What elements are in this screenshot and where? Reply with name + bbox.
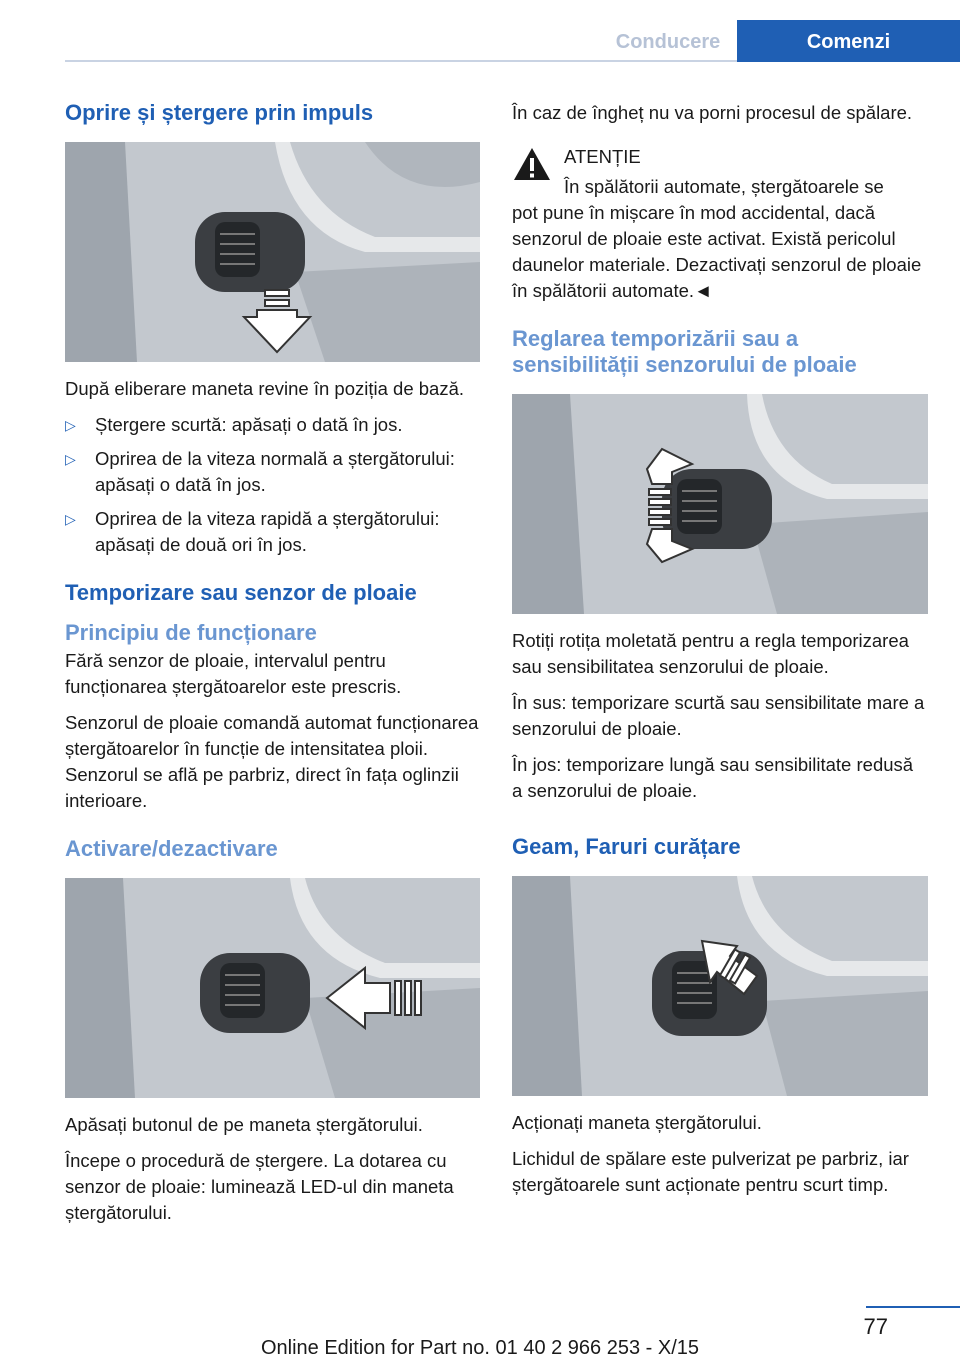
wiper-lever-down-illustration bbox=[65, 142, 480, 362]
knurled-wheel-illustration bbox=[512, 394, 928, 614]
warning-text-first-line: În spălătorii automate, ștergătoarele se bbox=[564, 176, 884, 197]
principle-paragraph-1: Fără senzor de ploaie, intervalul pentru funcționarea ștergătoarelor este prescris. bbox=[65, 650, 402, 697]
impulse-steps-list bbox=[65, 412, 480, 558]
frost-note: În caz de îngheț nu va porni procesul de spălare. bbox=[512, 102, 913, 123]
tab-comenzi[interactable]: Comenzi bbox=[737, 20, 960, 62]
right-column bbox=[512, 100, 928, 1208]
triangle-bullet-icon: ▷ bbox=[65, 417, 76, 433]
wiper-button-press-illustration bbox=[65, 878, 480, 1098]
wheel-up-note: În sus: temporizare scurtă sau sensibilitate mare a senzorului de ploaie. bbox=[512, 692, 925, 739]
section-title-adjust-interval-sensitivity: Reglarea temporizării sau a sensibilității senzorului de ploaie bbox=[512, 326, 857, 377]
release-note: După eliberare maneta revine în poziția de bază. bbox=[65, 378, 465, 399]
wheel-instruction: Rotiți rotița moletată pentru a regla temporizarea sau sensibilitatea senzorului de ploaie. bbox=[512, 630, 909, 677]
tab-conducere[interactable]: Conducere bbox=[615, 31, 721, 53]
washer-lever-illustration bbox=[512, 876, 928, 1096]
figure-washer-lever bbox=[512, 876, 928, 1096]
list-item: ▷ Oprirea de la viteza rapidă a ștergătorului: apăsați de două ori în jos. bbox=[65, 508, 440, 555]
warning-triangle-icon bbox=[512, 146, 552, 182]
section-title-impulse-wipe: Oprire și ștergere prin impuls bbox=[65, 100, 374, 125]
section-title-window-headlight-cleaning: Geam, Faruri curățare bbox=[512, 834, 741, 859]
principle-paragraph-2: Senzorul de ploaie comandă automat funcționarea ștergătoarelor în funcție de intensitatea ploii. Senzorul se află pe parbriz, direct în fața oglinzii interioare. bbox=[65, 712, 479, 811]
warning-box bbox=[512, 144, 928, 304]
section-title-activate-deactivate: Activare/dezactivare bbox=[65, 836, 278, 861]
section-title-operating-principle: Principiu de funcționare bbox=[65, 620, 317, 645]
washer-note: Lichidul de spălare este pulverizat pe parbriz, iar ștergătoarele sunt acționate pentru scurt timp. bbox=[512, 1148, 909, 1195]
triangle-bullet-icon: ▷ bbox=[65, 511, 76, 527]
section-title-interval-rain-sensor: Temporizare sau senzor de ploaie bbox=[65, 580, 417, 605]
warning-heading: ATENȚIE bbox=[564, 146, 641, 167]
wipe-procedure-note: Începe o procedură de ștergere. La dotarea cu senzor de ploaie: luminează LED-ul din maneta ștergătorului. bbox=[65, 1150, 454, 1223]
figure-wiper-lever-push-down bbox=[65, 142, 480, 362]
footer-rule bbox=[866, 1306, 960, 1308]
press-button-instruction: Apăsați butonul de pe maneta ștergătorului. bbox=[65, 1114, 423, 1135]
edition-line: Online Edition for Part no. 01 40 2 966 253 - X/15 bbox=[260, 1337, 700, 1359]
warning-text: pot pune în mișcare în mod accidental, dacă senzorul de ploaie este activat. Există pericolul daunelor materiale. Dezactivați senzorul de ploaie în spălătorii automate.◄ bbox=[512, 202, 922, 301]
figure-knurled-wheel bbox=[512, 394, 928, 614]
triangle-bullet-icon: ▷ bbox=[65, 451, 76, 467]
list-item: ▷ Ștergere scurtă: apăsați o dată în jos. bbox=[65, 412, 480, 438]
page-number: 77 bbox=[863, 1314, 888, 1339]
left-column bbox=[65, 100, 480, 1236]
list-item: ▷ Oprirea de la viteza normală a ștergătorului: apăsați o dată în jos. bbox=[65, 448, 455, 495]
washer-instruction: Acționați maneta ștergătorului. bbox=[512, 1112, 762, 1133]
wheel-down-note: În jos: temporizare lungă sau sensibilitate redusă a senzorului de ploaie. bbox=[512, 754, 914, 801]
figure-wiper-button-press bbox=[65, 878, 480, 1098]
